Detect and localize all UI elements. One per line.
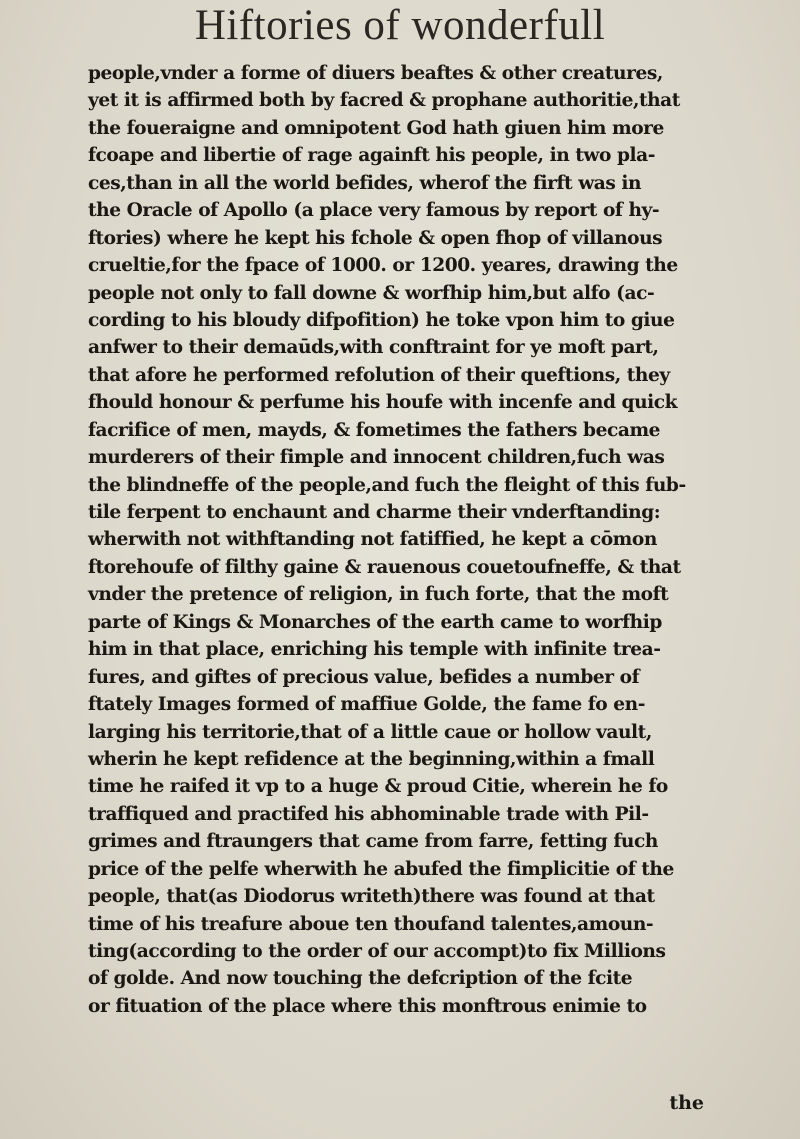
text-line: time he raifed it vp to a huge & proud Citie, wherein he fo (88, 776, 668, 798)
body-text (88, 60, 728, 1020)
text-line: parte of Kings & Monarches of the earth came to worfhip (88, 611, 662, 633)
text-line: murderers of their fimple and innocent children,fuch was (88, 447, 665, 469)
text-line: anfwer to their demaūds,with conftraint for ye moft part, (88, 337, 659, 359)
text-line: wherin he kept refidence at the beginning,within a fmall (88, 748, 655, 770)
text-line: people,vnder a forme of diuers beaftes & other creatures, (88, 63, 663, 84)
text-line: tile ferpent to enchaunt and charme their vnderftanding: (88, 502, 661, 523)
text-line: crueltie,for the fpace of 1000. or 1200. yeares, drawing the (88, 255, 678, 277)
text-line: that afore he performed refolution of their queftions, they (88, 364, 670, 386)
text-line: ftately Images formed of maffiue Golde, the fame fo en- (88, 694, 645, 716)
text-line: or fituation of the place where this monftrous enimie to (88, 995, 647, 1017)
text-line: fhould honour & perfume his houfe with incenfe and quick (88, 392, 678, 414)
text-line: facrifice of men, mayds, & fometimes the fathers became (88, 419, 661, 441)
catchword: the (669, 1092, 704, 1114)
text-line: the Oracle of Apollo (a place very famous by report of hy- (88, 200, 660, 222)
text-line: people, that(as Diodorus writeth)there was found at that (88, 886, 655, 908)
text-line: of golde. And now touching the defcription of the fcite (88, 968, 633, 990)
text-line: the foueraigne and omnipotent God hath giuen him more (88, 117, 664, 139)
text-line: vnder the pretence of religion, in fuch forte, that the moft (88, 584, 669, 606)
text-line: the blindneffe of the people,and fuch the fleight of this fub- (88, 474, 686, 496)
text-line: ces,than in all the world befides, wherof the firft was in (88, 172, 642, 194)
text-line: ftories) where he kept his fchole & open fhop of villanous (88, 227, 663, 249)
text-line: fures, and giftes of precious value, befides a number of (88, 666, 640, 688)
text-line: fcoape and libertie of rage againft his people, in two pla- (88, 145, 655, 167)
text-line: yet it is affirmed both by facred & prophane authoritie,that (88, 90, 680, 112)
text-line: wherwith not withftanding not fatiffied, he kept a cōmon (88, 529, 657, 551)
text-line: people not only to fall downe & worfhip him,but alfo (ac- (88, 282, 655, 304)
text-line: price of the pelfe wherwith he abufed the fimplicitie of the (88, 858, 674, 880)
text-line: ftorehoufe of filthy gaine & rauenous couetoufneffe, & that (88, 556, 681, 578)
text-line: larging his territorie,that of a little caue or hollow vault, (88, 721, 652, 743)
text-line: him in that place, enriching his temple with infinite trea- (88, 639, 661, 661)
text-line: time of his treafure aboue ten thoufand talentes,amoun- (88, 913, 654, 935)
text-line: traffiqued and practifed his abhominable trade with Pil- (88, 803, 649, 825)
text-line: cording to his bloudy difpofition) he toke vpon him to giue (88, 309, 675, 331)
text-line: ting(according to the order of our accompt)to fix Millions (88, 941, 666, 962)
running-head: Hiftories of wonderfull (194, 2, 606, 49)
text-line: grimes and ftraungers that came from farre, fetting fuch (88, 831, 658, 853)
